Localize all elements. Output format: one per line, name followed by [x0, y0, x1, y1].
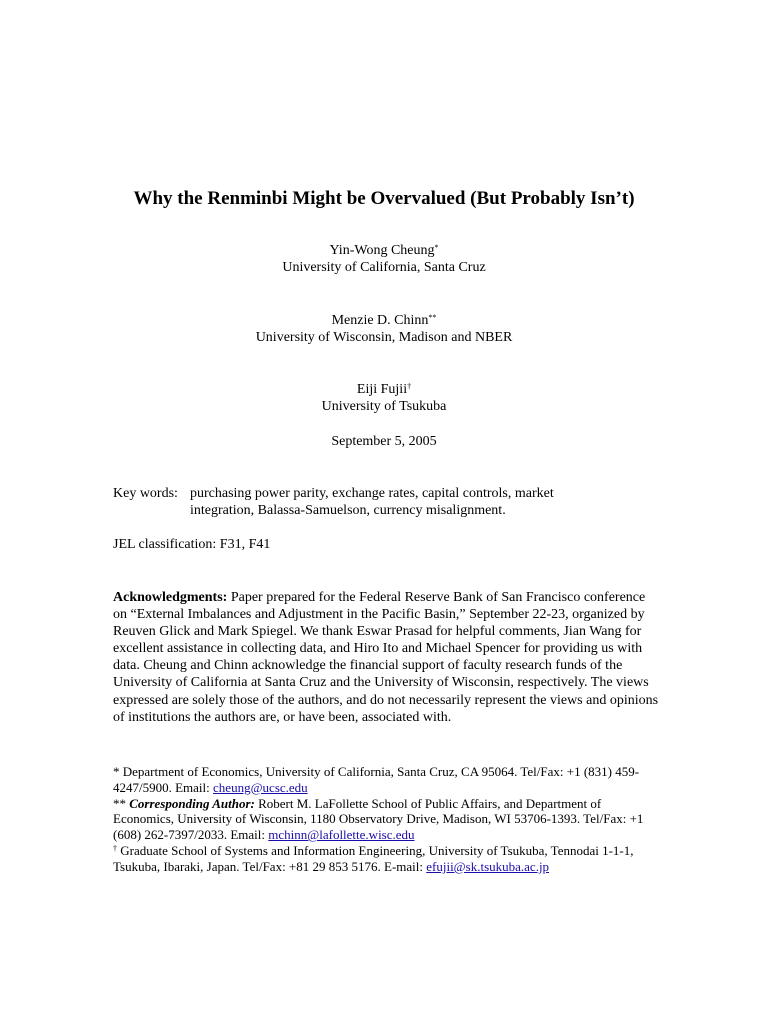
author-name: Menzie D. Chinn	[331, 313, 429, 328]
keywords-line-1: purchasing power parity, exchange rates, capital controls, market	[190, 486, 554, 501]
paper-date: September 5, 2005	[331, 434, 437, 449]
footnote-chinn: ** Corresponding Author: Robert M. LaFollette School of Public Affairs, and Department of Economics, University of Wisconsin, 1180 Observatory Drive, Madison, WI 53706-1393. Tel/Fax: +1 (608) 262-7397/2033. Email: mchinn@lafollette.wisc.edu	[113, 795, 644, 843]
author-footnote-mark: **	[428, 313, 437, 322]
author-footnote-mark: †	[407, 382, 412, 391]
acknowledgments	[113, 589, 661, 726]
author-name: Eiji Fujii	[356, 382, 408, 397]
author-affiliation: University of Tsukuba	[321, 399, 447, 414]
jel-classification: JEL classification: F31, F41	[113, 537, 271, 552]
author-affiliation: University of Wisconsin, Madison and NBER	[255, 330, 513, 345]
email-link-chinn[interactable]: mchinn@lafollette.wisc.edu	[268, 827, 415, 843]
acknowledgments-label: Acknowledgments:	[113, 590, 228, 605]
keywords-label: Key words:	[113, 486, 178, 501]
footnote-cheung: * Department of Economics, University of California, Santa Cruz, CA 95064. Tel/Fax: +1 (831) 459-4247/5900. Email: cheung@ucsc.edu	[113, 764, 640, 795]
author-block-2	[0, 312, 768, 346]
corresponding-author-label: Corresponding Author:	[129, 795, 255, 811]
author-block-3	[0, 381, 768, 415]
author-footnote-mark: *	[434, 243, 439, 252]
keywords	[113, 485, 673, 519]
paper-title: Why the Renminbi Might be Overvalued (But Probably Isn’t)	[133, 188, 635, 209]
footnotes	[113, 764, 661, 875]
email-link-fujii[interactable]: efujii@sk.tsukuba.ac.jp	[426, 858, 550, 874]
author-block-1	[0, 242, 768, 276]
acknowledgments-text: Paper prepared for the Federal Reserve Bank of San Francisco conference on “External Imbalances and Adjustment in the Pacific Basin,” September 22-23, organized by Reuven Glick and Mark Spiegel. We thank Eswar Prasad for helpful comments, Jian Wang for excellent assistance in collecting data, and Hiro Ito and Michael Spencer for providing us with data. Cheung and Chinn acknowledge the financial support of faculty research funds of the University of California at Santa Cruz and the University of Wisconsin, respectively. The views expressed are solely those of the authors, and do not necessarily represent the views and opinions of institutions the authors are, or have been, associated with.	[113, 590, 659, 725]
keywords-line-2: integration, Balassa-Samuelson, currency misalignment.	[190, 503, 506, 518]
footnote-dagger-mark: †	[113, 843, 117, 853]
email-link-cheung[interactable]: cheung@ucsc.edu	[213, 779, 308, 795]
author-affiliation: University of California, Santa Cruz	[282, 260, 486, 275]
footnote-fujii: † Graduate School of Systems and Information Engineering, University of Tsukuba, Tennodai 1-1-1, Tsukuba, Ibaraki, Japan. Tel/Fax: +81 29 853 5176. E-mail: efujii@sk.tsukuba.ac.jp	[113, 842, 634, 874]
author-name: Yin-Wong Cheung	[329, 243, 435, 258]
